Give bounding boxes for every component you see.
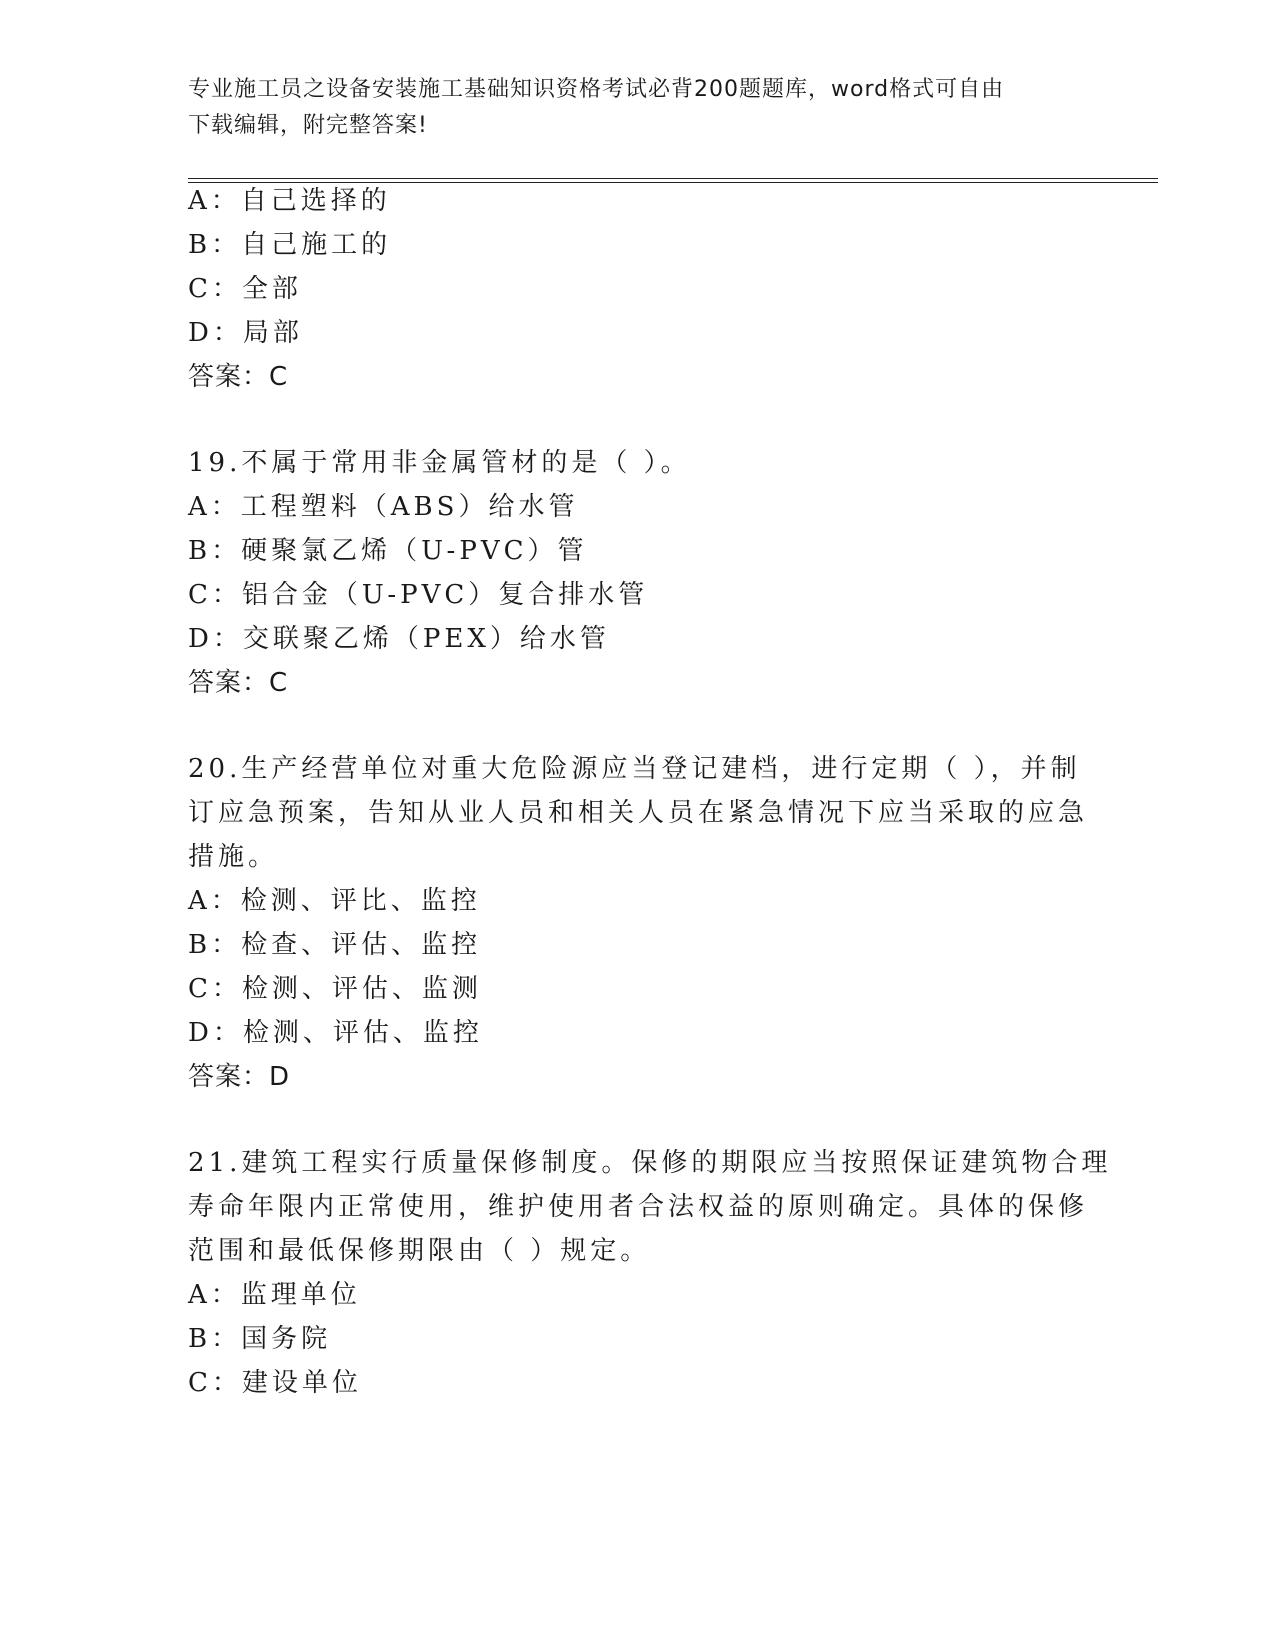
q21-question-line-1: 21.建筑工程实行质量保修制度。保修的期限应当按照保证建筑物合理 — [188, 1148, 1112, 1178]
q19-option-b: B：硬聚氯乙烯（U-PVC）管 — [188, 536, 588, 566]
q18-option-a: A：自己选择的 — [188, 186, 391, 216]
q18-option-c: C：全部 — [188, 274, 302, 304]
q21-option-b: B：国务院 — [188, 1324, 332, 1354]
q20-option-b: B：检查、评估、监控 — [188, 930, 482, 960]
q21-question-line-2: 寿命年限内正常使用，维护使用者合法权益的原则确定。具体的保修 — [188, 1192, 1089, 1222]
q19-option-c: C：铝合金（U-PVC）复合排水管 — [188, 580, 649, 610]
q20-option-d: D：检测、评估、监控 — [188, 1018, 483, 1048]
q19-option-d: D：交联聚乙烯（PEX）给水管 — [188, 624, 610, 654]
q19-option-a: A：工程塑料（ABS）给水管 — [188, 492, 579, 522]
q18-option-d: D：局部 — [188, 318, 303, 348]
q19-question: 19.不属于常用非金属管材的是（ ）。 — [188, 448, 691, 478]
q20-option-a: A：检测、评比、监控 — [188, 886, 481, 916]
header-line-1: 专业施工员之设备安装施工基础知识资格考试必背200题题库，word格式可自由 — [188, 77, 1005, 102]
q20-answer: 答案：D — [188, 1062, 291, 1092]
q18-option-b: B：自己施工的 — [188, 230, 392, 260]
q19-answer: 答案：C — [188, 668, 289, 698]
q21-question-line-3: 范围和最低保修期限由（ ）规定。 — [188, 1236, 651, 1266]
q20-question-line-2: 订应急预案，告知从业人员和相关人员在紧急情况下应当采取的应急 — [188, 798, 1089, 828]
q20-question-line-3: 措施。 — [188, 842, 279, 872]
q20-question-line-1: 20.生产经营单位对重大危险源应当登记建档，进行定期（ ），并制 — [188, 754, 1081, 784]
q21-option-a: A：监理单位 — [188, 1280, 361, 1310]
document-header — [188, 72, 1088, 144]
header-line-2: 下载编辑，附完整答案! — [188, 113, 428, 138]
q18-answer: 答案：C — [188, 362, 289, 392]
q21-option-c: C：建设单位 — [188, 1368, 362, 1398]
q20-option-c: C：检测、评估、监测 — [188, 974, 482, 1004]
